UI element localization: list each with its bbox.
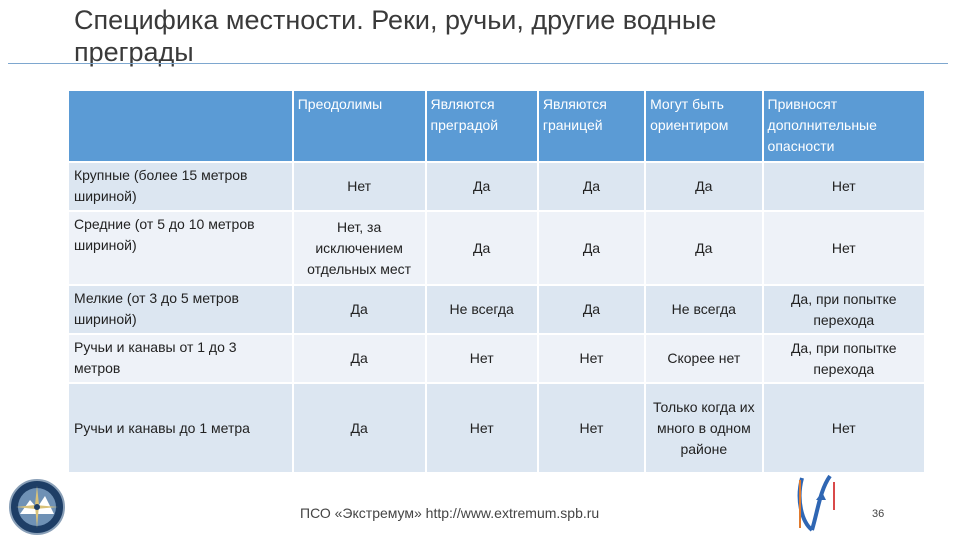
table-cell: Нет, за исключением отдельных мест bbox=[294, 212, 425, 284]
table-cell: Да bbox=[646, 212, 761, 284]
header-cell-boundary: Являются границей bbox=[539, 91, 644, 161]
header-cell-passable: Преодолимы bbox=[294, 91, 425, 161]
table-cell: Не всегда bbox=[646, 286, 761, 333]
table-cell: Да, при попытке перехода bbox=[764, 286, 924, 333]
table-cell: Нет bbox=[294, 163, 425, 210]
water-obstacles-table bbox=[67, 89, 926, 474]
header-cell-dangers: Привносят дополнительные опасности bbox=[764, 91, 924, 161]
row-label: Мелкие (от 3 до 5 метров шириной) bbox=[69, 286, 292, 333]
row-label: Крупные (более 15 метров шириной) bbox=[69, 163, 292, 210]
table-cell: Да bbox=[646, 163, 761, 210]
table-cell: Да bbox=[427, 212, 537, 284]
table-row bbox=[69, 212, 924, 284]
slide-title: Специфика местности. Реки, ручьи, другие водные преграды bbox=[74, 5, 717, 67]
table-row bbox=[69, 286, 924, 333]
table-row bbox=[69, 384, 924, 472]
table-row bbox=[69, 163, 924, 210]
page-number: 36 bbox=[872, 508, 885, 520]
table-cell: Да bbox=[539, 163, 644, 210]
row-label: Ручьи и канавы от 1 до 3 метров bbox=[69, 335, 292, 382]
table-cell: Да, при попытке перехода bbox=[764, 335, 924, 382]
title-divider bbox=[8, 63, 948, 64]
table-cell: Нет bbox=[764, 212, 924, 284]
row-label: Ручьи и канавы до 1 метра bbox=[69, 384, 292, 472]
table-cell: Да bbox=[294, 286, 425, 333]
table-cell: Нет bbox=[427, 335, 537, 382]
header-cell-empty bbox=[69, 91, 292, 161]
table-cell: Скорее нет bbox=[646, 335, 761, 382]
header-cell-landmark: Могут быть ориентиром bbox=[646, 91, 761, 161]
table-row bbox=[69, 335, 924, 382]
extremum-logo-icon bbox=[790, 470, 840, 534]
table-cell: Нет bbox=[539, 384, 644, 472]
table-cell: Нет bbox=[539, 335, 644, 382]
table-cell: Да bbox=[294, 384, 425, 472]
header-cell-obstacle: Являются преградой bbox=[427, 91, 537, 161]
table-cell: Нет bbox=[427, 384, 537, 472]
table-cell: Да bbox=[539, 212, 644, 284]
row-label: Средние (от 5 до 10 метров шириной) bbox=[69, 212, 292, 284]
table-header-row bbox=[69, 91, 924, 161]
footer-text: ПСО «Экстремум» http://www.extremum.spb.ru bbox=[300, 505, 600, 521]
table-cell: Да bbox=[294, 335, 425, 382]
compass-emblem-logo-icon bbox=[8, 478, 66, 536]
table-cell: Да bbox=[539, 286, 644, 333]
table-cell: Только когда их много в одном районе bbox=[646, 384, 761, 472]
table-cell: Да bbox=[427, 163, 537, 210]
table-cell: Не всегда bbox=[427, 286, 537, 333]
table-cell: Нет bbox=[764, 163, 924, 210]
table-cell: Нет bbox=[764, 384, 924, 472]
